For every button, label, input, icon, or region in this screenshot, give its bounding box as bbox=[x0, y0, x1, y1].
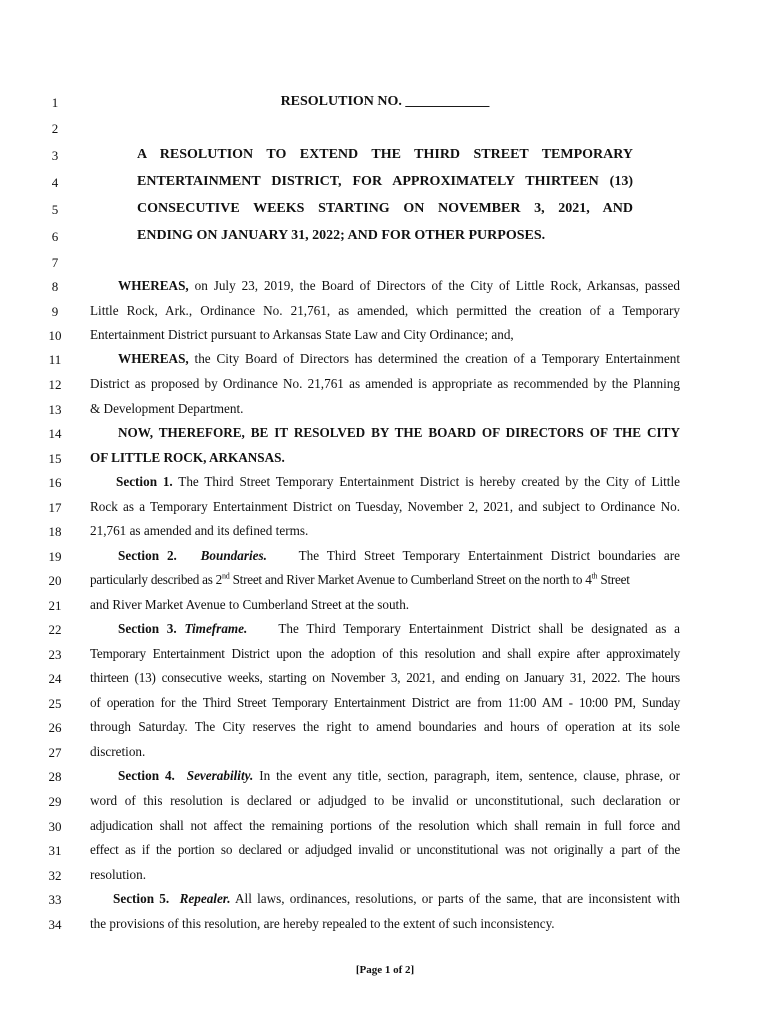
paragraph-line bbox=[118, 351, 680, 367]
line-number: 10 bbox=[48, 328, 62, 343]
paragraph-line: and River Market Avenue to Cumberland Street at the south. bbox=[90, 597, 410, 612]
line-number: 29 bbox=[48, 794, 62, 809]
paragraph-line bbox=[118, 621, 680, 637]
line-number: 33 bbox=[48, 892, 62, 907]
paragraph-line: the provisions of this resolution, are hereby repealed to the extent of such inconsistency. bbox=[90, 916, 555, 931]
whereas-label: WHEREAS, bbox=[118, 351, 189, 366]
line-number: 15 bbox=[48, 451, 62, 466]
line-number: 32 bbox=[48, 868, 62, 883]
line-number: 25 bbox=[48, 696, 62, 711]
line-number: 27 bbox=[48, 745, 62, 760]
paragraph-line: of operation for the Third Street Temporary Entertainment District are from 11:00 AM - 10:00 PM, Sunday bbox=[90, 695, 680, 710]
line-number: 34 bbox=[48, 917, 62, 932]
section-title: Timeframe. bbox=[184, 621, 248, 636]
line-number: 28 bbox=[48, 769, 62, 784]
paragraph-line bbox=[118, 548, 680, 564]
paragraph-line: Rock as a Temporary Entertainment District on Tuesday, November 2, 2021, and subject to Ordinance No. bbox=[90, 499, 680, 514]
line-number: 31 bbox=[48, 843, 62, 858]
section-title: Boundaries. bbox=[200, 548, 267, 563]
section-title: Severability. bbox=[186, 768, 254, 783]
line-number: 17 bbox=[48, 500, 62, 515]
paragraph-line: through Saturday. The City reserves the right to amend boundaries and hours of operation at its sole bbox=[90, 719, 680, 734]
section-label: Section 4. bbox=[118, 768, 175, 783]
paragraph-line: District as proposed by Ordinance No. 21,761 as amended is appropriate as recommended by the Planning bbox=[90, 376, 680, 391]
paragraph-line: NOW, THEREFORE, BE IT RESOLVED BY THE BOARD OF DIRECTORS OF THE CITY bbox=[118, 425, 680, 440]
paragraph-line: Temporary Entertainment District upon the adoption of this resolution and shall expire after approximately bbox=[90, 646, 680, 661]
paragraph-line: thirteen (13) consecutive weeks, starting on November 3, 2021, and ending on January 31, 2022. The hours bbox=[90, 670, 680, 685]
heading-line: ENTERTAINMENT DISTRICT, FOR APPROXIMATELY THIRTEEN (13) bbox=[137, 174, 633, 189]
line-number: 13 bbox=[48, 402, 62, 417]
text-run: All laws, ordinances, resolutions, or parts of the same, that are inconsistent with bbox=[230, 891, 680, 906]
paragraph-line bbox=[90, 572, 680, 588]
line-number: 20 bbox=[48, 573, 62, 588]
line-number: 23 bbox=[48, 647, 62, 662]
paragraph-line: 21,761 as amended and its defined terms. bbox=[90, 523, 309, 538]
text-run: The Third Temporary Entertainment District shall be designated as a bbox=[278, 621, 681, 636]
line-number: 30 bbox=[48, 819, 62, 834]
paragraph-line bbox=[113, 891, 680, 907]
superscript: th bbox=[591, 571, 598, 581]
line-number: 2 bbox=[51, 121, 59, 136]
line-number: 11 bbox=[48, 352, 62, 367]
paragraph-line: Little Rock, Ark., Ordinance No. 21,761, as amended, which permitted the creation of a Temporary bbox=[90, 303, 680, 318]
text-run: on July 23, 2019, the Board of Directors of the City of Little Rock, Arkansas, passed bbox=[188, 278, 680, 293]
text-run: The Third Street Temporary Entertainment District boundaries are bbox=[298, 548, 681, 563]
line-number: 26 bbox=[48, 720, 62, 735]
section-label: Section 5. bbox=[113, 891, 170, 906]
paragraph-line: effect as if the portion so declared or adjudged invalid or unconstitutional was not originally a part of the bbox=[90, 842, 680, 857]
line-number: 5 bbox=[51, 202, 59, 217]
line-number: 22 bbox=[48, 622, 62, 637]
text-run: The Third Street Temporary Entertainment District is hereby created by the City of Little bbox=[172, 474, 680, 489]
line-number: 3 bbox=[51, 148, 59, 163]
paragraph-line: OF LITTLE ROCK, ARKANSAS. bbox=[90, 450, 285, 465]
line-number: 6 bbox=[51, 229, 59, 244]
line-number: 19 bbox=[48, 549, 62, 564]
paragraph-line: resolution. bbox=[90, 867, 147, 882]
line-number: 14 bbox=[48, 426, 62, 441]
heading-line: A RESOLUTION TO EXTEND THE THIRD STREET TEMPORARY bbox=[137, 147, 633, 162]
line-number: 16 bbox=[48, 475, 62, 490]
line-number: 4 bbox=[51, 175, 59, 190]
line-number: 18 bbox=[48, 524, 62, 539]
section-label: Section 1. bbox=[116, 474, 173, 489]
whereas-label: WHEREAS, bbox=[118, 278, 189, 293]
line-number: 9 bbox=[51, 304, 59, 319]
text-run: In the event any title, section, paragraph, item, sentence, clause, phrase, or bbox=[253, 768, 681, 783]
section-label: Section 2. bbox=[118, 548, 177, 563]
line-number: 7 bbox=[51, 255, 59, 270]
paragraph-line bbox=[118, 768, 680, 784]
heading-line: CONSECUTIVE WEEKS STARTING ON NOVEMBER 3, 2021, AND bbox=[137, 201, 633, 216]
paragraph-line bbox=[118, 278, 680, 294]
paragraph-line bbox=[116, 474, 680, 490]
paragraph-line: Entertainment District pursuant to Arkansas State Law and City Ordinance; and, bbox=[90, 327, 514, 342]
text-run: Street bbox=[597, 572, 630, 587]
resolution-number-title: RESOLUTION NO. ____________ bbox=[280, 94, 490, 109]
text-run: particularly described as 2 bbox=[90, 572, 223, 587]
superscript: nd bbox=[222, 571, 230, 581]
section-title: Repealer. bbox=[179, 891, 231, 906]
heading-line: ENDING ON JANUARY 31, 2022; AND FOR OTHER PURPOSES. bbox=[137, 228, 546, 243]
paragraph-line: discretion. bbox=[90, 744, 146, 759]
line-number: 8 bbox=[51, 279, 59, 294]
line-number: 1 bbox=[51, 95, 59, 110]
line-number: 24 bbox=[48, 671, 62, 686]
text-run: the City Board of Directors has determined the creation of a Temporary Entertainment bbox=[188, 351, 680, 366]
line-number: 12 bbox=[48, 377, 62, 392]
paragraph-line: adjudication shall not affect the remaining portions of the resolution which shall remain in full force and bbox=[90, 818, 680, 833]
line-number: 21 bbox=[48, 598, 62, 613]
page-indicator: [Page 1 of 2] bbox=[355, 964, 415, 976]
text-run: Street and River Market Avenue to Cumberland Street on the north to 4 bbox=[229, 572, 592, 587]
paragraph-line: word of this resolution is declared or adjudged to be invalid or unconstitutional, such declaration or bbox=[90, 793, 680, 808]
section-label: Section 3. bbox=[118, 621, 177, 636]
paragraph-line: & Development Department. bbox=[90, 401, 244, 416]
